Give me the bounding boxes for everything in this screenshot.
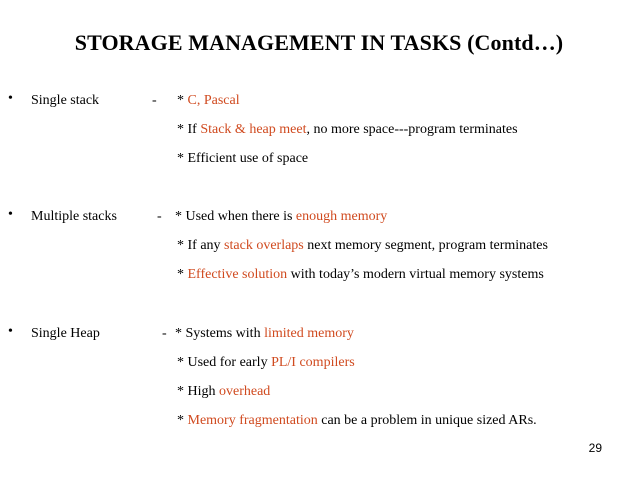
item-line: * High overhead xyxy=(177,384,271,399)
slide-title: STORAGE MANAGEMENT IN TASKS (Contd…) xyxy=(74,30,564,55)
item-line: * Effective solution with today’s modern virtual memory systems xyxy=(177,267,544,282)
item-line: * Efficient use of space xyxy=(177,151,309,166)
item-line: * Memory fragmentation can be a problem in unique sized ARs. xyxy=(177,413,537,428)
item-line: * Used for early PL/I compilers xyxy=(177,355,355,370)
item-dash: - xyxy=(152,93,157,108)
item-line: * If Stack & heap meet, no more space---program terminates xyxy=(177,122,518,137)
item-label-single-heap: Single Heap xyxy=(31,326,100,341)
item-dash: - xyxy=(157,209,162,224)
page-number: 29 xyxy=(588,441,602,455)
bullet: • xyxy=(8,207,13,222)
item-line: * Used when there is enough memory xyxy=(175,209,388,224)
item-label-multiple-stacks: Multiple stacks xyxy=(31,209,117,224)
item-line: * If any stack overlaps next memory segment, program terminates xyxy=(177,238,548,253)
item-label-single-stack: Single stack xyxy=(31,93,100,108)
item-line: * Systems with limited memory xyxy=(175,326,354,341)
item-line: * C, Pascal xyxy=(177,93,240,108)
bullet: • xyxy=(8,324,13,339)
bullet: • xyxy=(8,91,13,106)
item-dash: - xyxy=(162,326,167,341)
